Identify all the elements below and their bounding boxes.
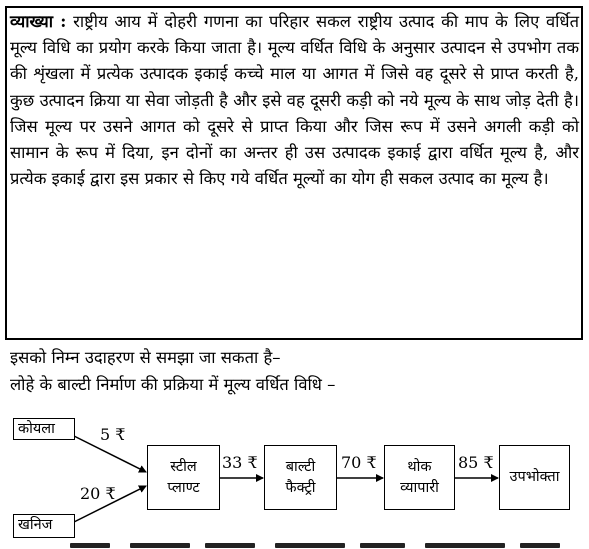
stage-wholesaler-line2: व्यापारी (400, 479, 439, 496)
input-mineral-label: खनिज (18, 517, 53, 533)
cropped-next-line (30, 540, 570, 549)
stage-wholesaler-line1: थोक (407, 458, 432, 475)
price-coal: 5 ₹ (100, 425, 126, 444)
explanation-text: राष्ट्रीय आय में दोहरी गणना का परिहार सकल राष्ट्रीय उत्पाद की माप के लिए वर्धित मूल्य विधि का प्रयोग करके किया जाता है। मूल्य वर्धित विधि के अनुसार उत्पादन से उपभोग तक की शृंखला में प्रत्येक उत्पादक इकाई कच्चे माल या आगत में जिसे वह दूसरे से प्राप्त करती है, कुछ उत्पादन क्रिया या सेवा जोड़ती है और इसे वह दूसरी कड़ी को नये मूल्य के साथ जोड़ देती है। जिस मूल्य पर उसने आगत को दूसरे से प्राप्त किया और जिस रूप में उसने अगली कड़ी को सामान के रूप में दिया, इन दोनों का अन्तर ही उस उत्पादक इकाई द्वारा वर्धित मूल्य है, और प्रत्येक इकाई द्वारा इस प्रकार से किए गये वर्धित मूल्यों का योग ही सकल उत्पाद का मूल्य है। (10, 12, 579, 189)
stage-consumer-label: उपभोक्ता (509, 469, 560, 485)
stage-bucket-factory-line1: बाल्टी (285, 458, 316, 475)
example-intro: इसको निम्न उदाहरण से समझा जा सकता है– (10, 348, 281, 367)
example-title: लोहे के बाल्टी निर्माण की प्रक्रिया में मूल्य वर्धित विधि – (10, 375, 336, 394)
stage-steel-plant (147, 445, 220, 510)
price-factory-to-wholesaler: 70 ₹ (341, 453, 377, 472)
price-wholesaler-to-consumer: 85 ₹ (458, 453, 494, 472)
price-steel-to-factory: 33 ₹ (222, 453, 258, 472)
price-mineral: 20 ₹ (80, 484, 116, 503)
stage-wholesaler (384, 445, 455, 510)
stage-bucket-factory-line2: फैक्ट्री (285, 479, 316, 496)
input-coal-box (13, 418, 75, 440)
stage-bucket-factory (264, 445, 337, 510)
stage-steel-plant-line2: प्लाण्ट (167, 479, 200, 496)
stage-steel-plant-line1: स्टील (170, 458, 197, 475)
input-coal-label: कोयला (18, 421, 55, 437)
stage-consumer (499, 445, 570, 510)
explanation-lead: व्याख्या : (10, 12, 67, 31)
input-mineral-box (13, 514, 75, 538)
